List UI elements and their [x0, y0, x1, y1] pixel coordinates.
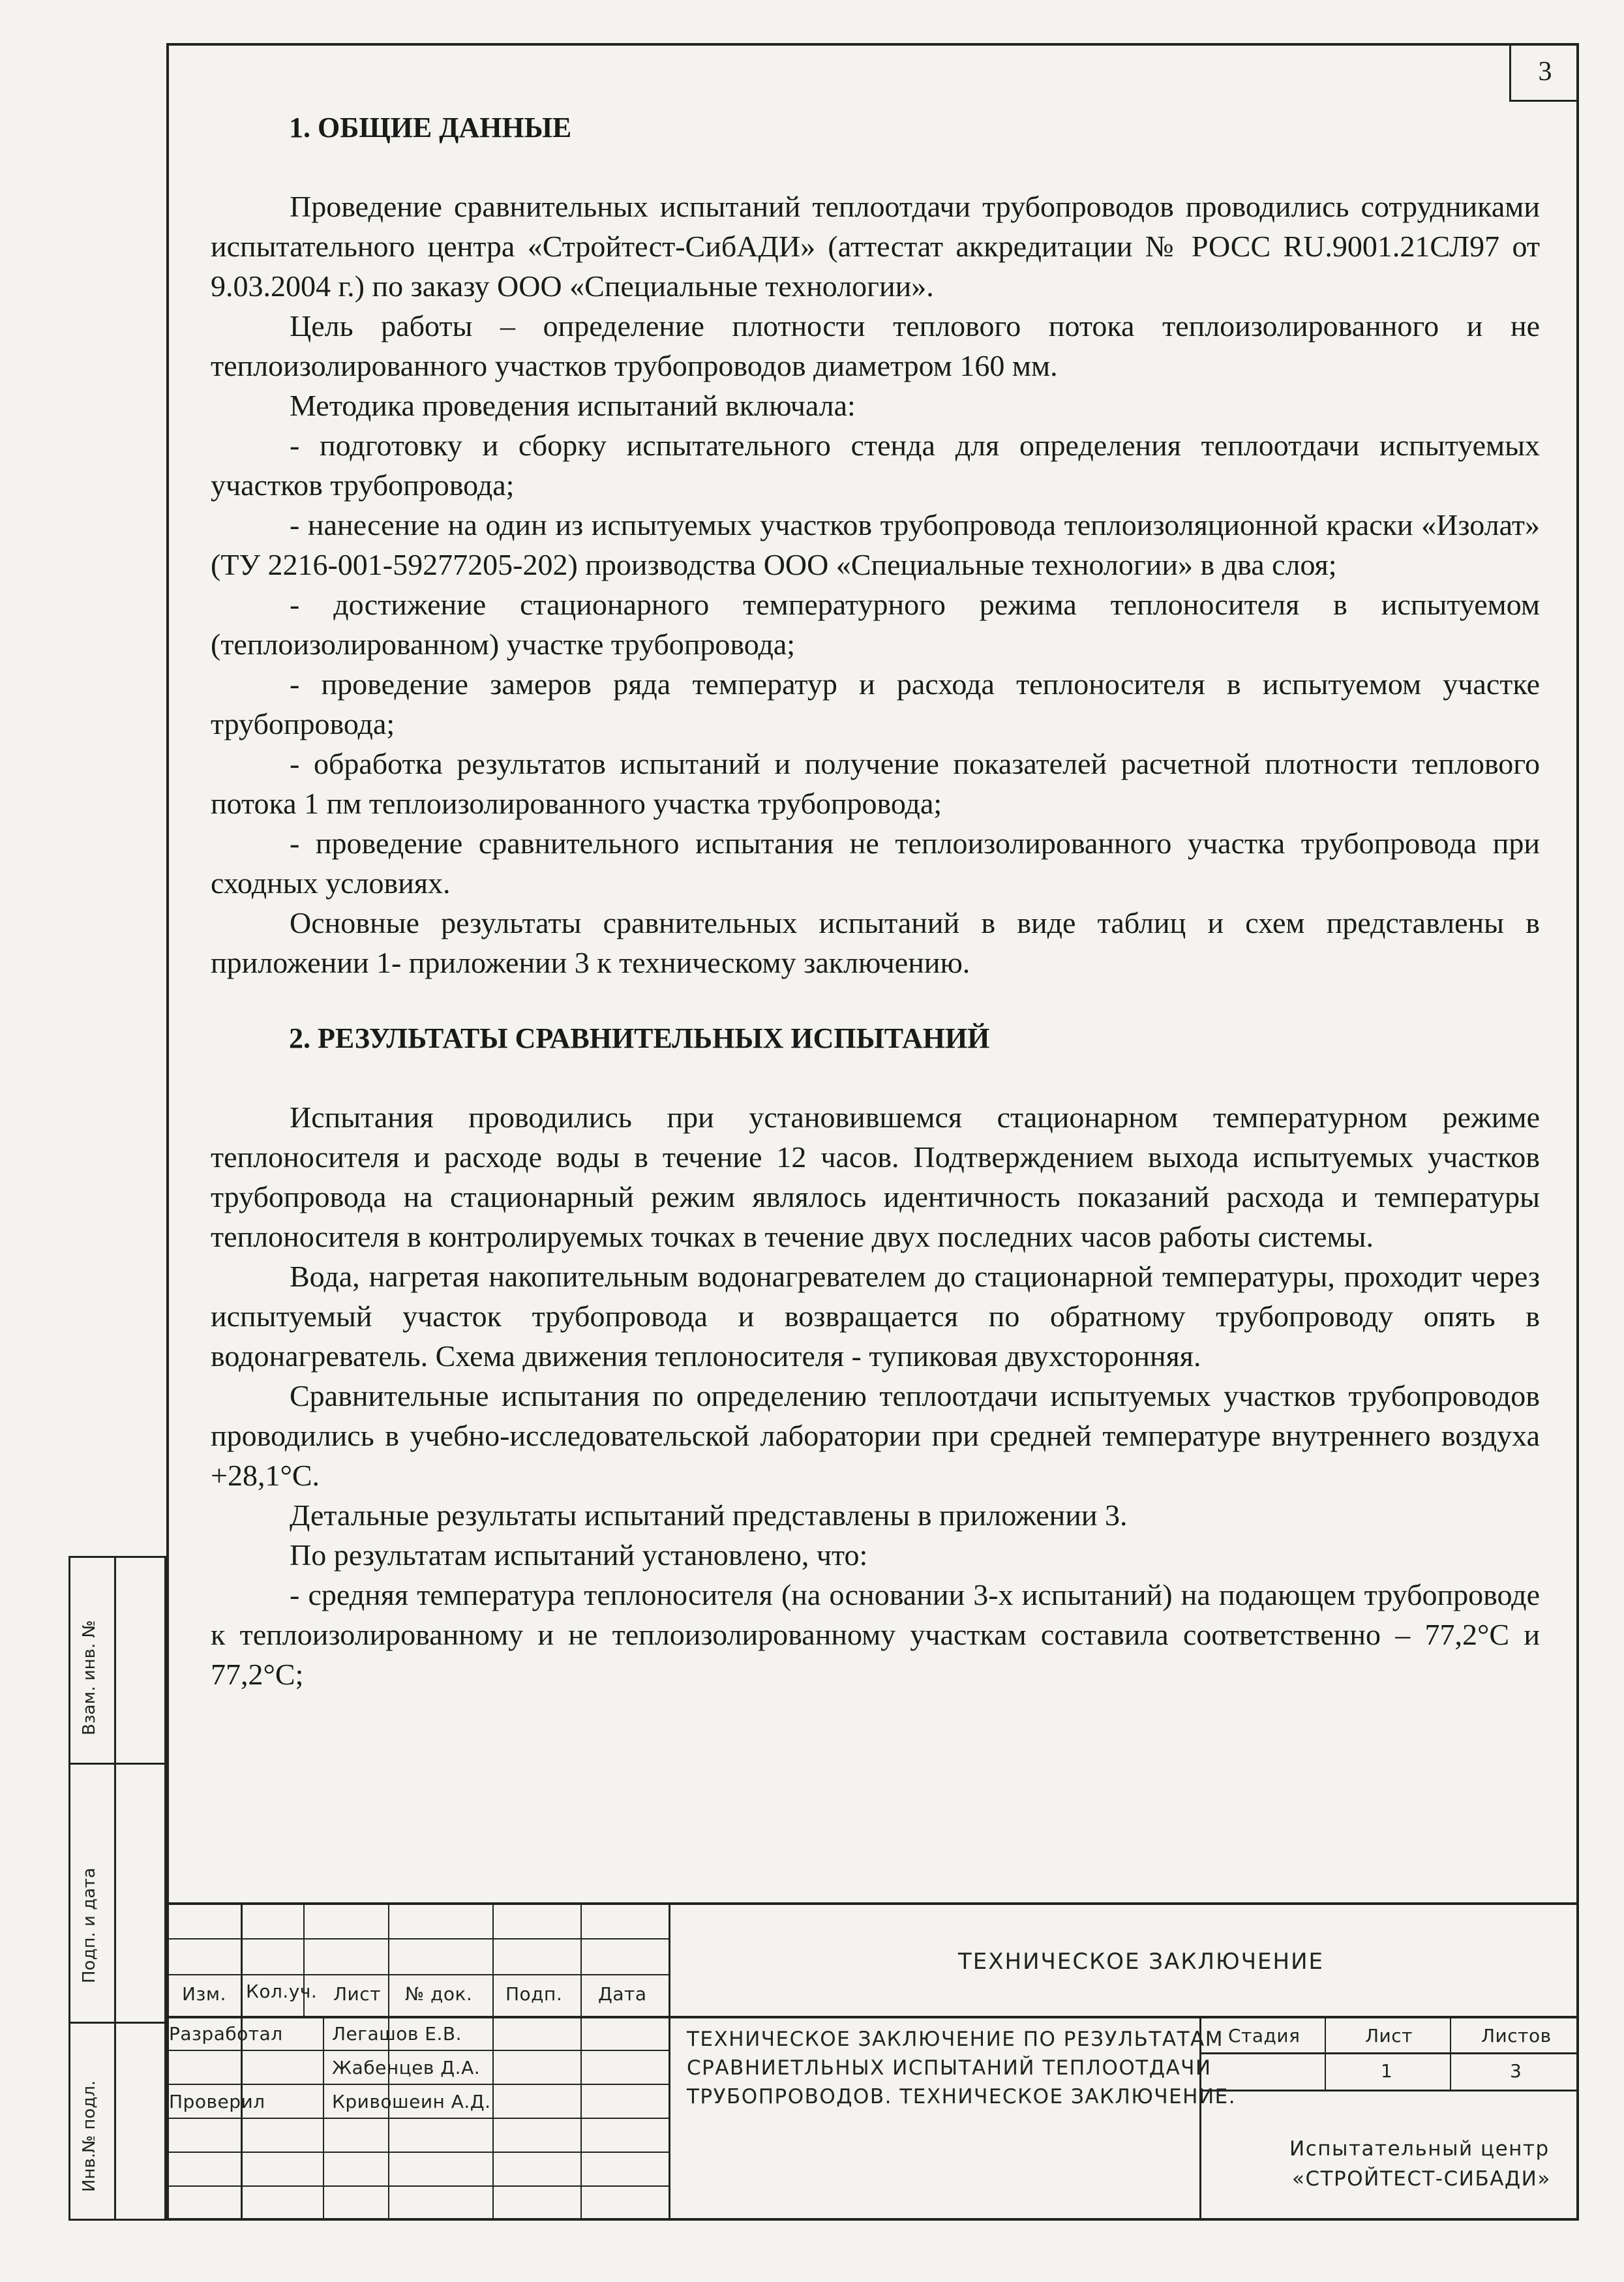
side-label-podp: Подп. и дата: [80, 1867, 99, 1983]
document-body: [211, 108, 1540, 1694]
header-izm: Изм.: [182, 1983, 226, 2005]
role-checked: Проверил: [169, 2091, 265, 2112]
checker: Кривошеин А.Д.: [332, 2091, 491, 2112]
list-item: - достижение стационарного температурного режима теплоносителя в испытуемом (теплоизолированном) участке трубопровода;: [211, 588, 1540, 661]
stage-label: Стадия: [1228, 2025, 1301, 2046]
section-heading-general: 1. ОБЩИЕ ДАННЫЕ: [289, 112, 572, 144]
sheets-value: 3: [1510, 2060, 1522, 2082]
side-label-vzam: Взам. инв. №: [80, 1620, 99, 1735]
paragraph: Основные результаты сравнительных испытаний в виде таблиц и схем представлены в приложении 1- приложении 3 к техническому заключению.: [211, 906, 1540, 979]
title-block: [166, 1902, 1579, 2221]
doc-title: ТЕХНИЧЕСКОЕ ЗАКЛЮЧЕНИЕ: [958, 1949, 1325, 1975]
header-kol: Кол.уч.: [246, 1981, 318, 2002]
subject-line-3: ТРУБОПРОВОДОВ. ТЕХНИЧЕСКОЕ ЗАКЛЮЧЕНИЕ.: [687, 2085, 1237, 2108]
list-item: - нанесение на один из испытуемых участков трубопровода теплоизоляционной краски «Изолат» (ТУ 2216-001-59277205-202) производства ООО «Специальные технологии» в два слоя;: [211, 508, 1540, 581]
list-item: - средняя температура теплоносителя (на основании 3-х испытаний) на подающем трубопроводе к теплоизолированному и не теплоизолированному участкам составила соответственно – 77,2°С и 77,2°С;: [211, 1578, 1540, 1691]
side-stamp-divider: [114, 1556, 116, 2221]
paragraph: Детальные результаты испытаний представлены в приложении 3.: [290, 1499, 1128, 1532]
header-list: Лист: [333, 1983, 381, 2005]
paragraph: Проведение сравнительных испытаний теплоотдачи трубопроводов проводились сотрудниками испытательного центра «Стройтест-СибАДИ» (аттестат аккредитации № РОСС RU.9001.21СЛ97 от 9.03.2004 г.) по заказу ООО «Специальные технологии».: [211, 190, 1540, 303]
role-developed: Разработал: [169, 2023, 283, 2045]
page-number: 3: [1509, 43, 1579, 102]
paragraph: По результатам испытаний установлено, что:: [290, 1538, 868, 1572]
sheet-label: Лист: [1365, 2025, 1413, 2046]
header-podp: Подп.: [505, 1983, 563, 2005]
paragraph: Методика проведения испытаний включала:: [290, 389, 856, 422]
side-label-inv: Инв.№ подл.: [80, 2080, 99, 2192]
sheets-label: Листов: [1481, 2025, 1552, 2046]
paragraph: Вода, нагретая накопительным водонагревателем до стационарной температуры, проходит через испытуемый участок трубопровода и возвращается по обратному трубопроводу опять в водонагреватель. Схема движения теплоносителя - тупиковая двухсторонняя.: [211, 1260, 1540, 1373]
header-date: Дата: [598, 1983, 647, 2005]
header-doc: № док.: [405, 1983, 473, 2005]
list-item: - подготовку и сборку испытательного стенда для определения теплоотдачи испытуемых участков трубопровода;: [211, 429, 1540, 502]
developer-2: Жабенцев Д.А.: [332, 2057, 481, 2078]
paragraph: Цель работы – определение плотности теплового потока теплоизолированного и не теплоизолированного участков трубопроводов диаметром 160 мм.: [211, 309, 1540, 382]
developer-1: Легашов Е.В.: [332, 2023, 462, 2045]
paragraph: Сравнительные испытания по определению теплоотдачи испытуемых участков трубопроводов проводились в учебно-исследовательской лаборатории при средней температуре внутреннего воздуха +28,1°С.: [211, 1379, 1540, 1492]
paragraph: Испытания проводились при установившемся стационарном температурном режиме теплоносителя и расходе воды в течение 12 часов. Подтверждением выхода испытуемых участков трубопровода на стационарный режим являлось идентичность показаний расхода и температуры теплоносителя в контролируемых точках в течение двух последних часов работы системы.: [211, 1101, 1540, 1253]
subject-line-1: ТЕХНИЧЕСКОЕ ЗАКЛЮЧЕНИЕ ПО РЕЗУЛЬТАТАМ: [687, 2028, 1224, 2051]
list-item: - проведение замеров ряда температур и расхода теплоносителя в испытуемом участке трубопровода;: [211, 667, 1540, 740]
list-item: - проведение сравнительного испытания не теплоизолированного участка трубопровода при сходных условиях.: [211, 827, 1540, 900]
sheet-value: 1: [1381, 2060, 1393, 2082]
subject-line-2: СРАВНИЕТЛЬНЫХ ИСПЫТАНИЙ ТЕПЛООТДАЧИ: [687, 2056, 1212, 2080]
org-line-2: «СТРОЙТЕСТ-СИБАДИ»: [1292, 2167, 1551, 2191]
org-line-1: Испытательный центр: [1289, 2137, 1550, 2161]
list-item: - обработка результатов испытаний и получение показателей расчетной плотности теплового потока 1 пм теплоизолированного участка трубопровода;: [211, 747, 1540, 820]
section-heading-results: 2. РЕЗУЛЬТАТЫ СРАВНИТЕЛЬНЫХ ИСПЫТАНИЙ: [289, 1022, 990, 1054]
